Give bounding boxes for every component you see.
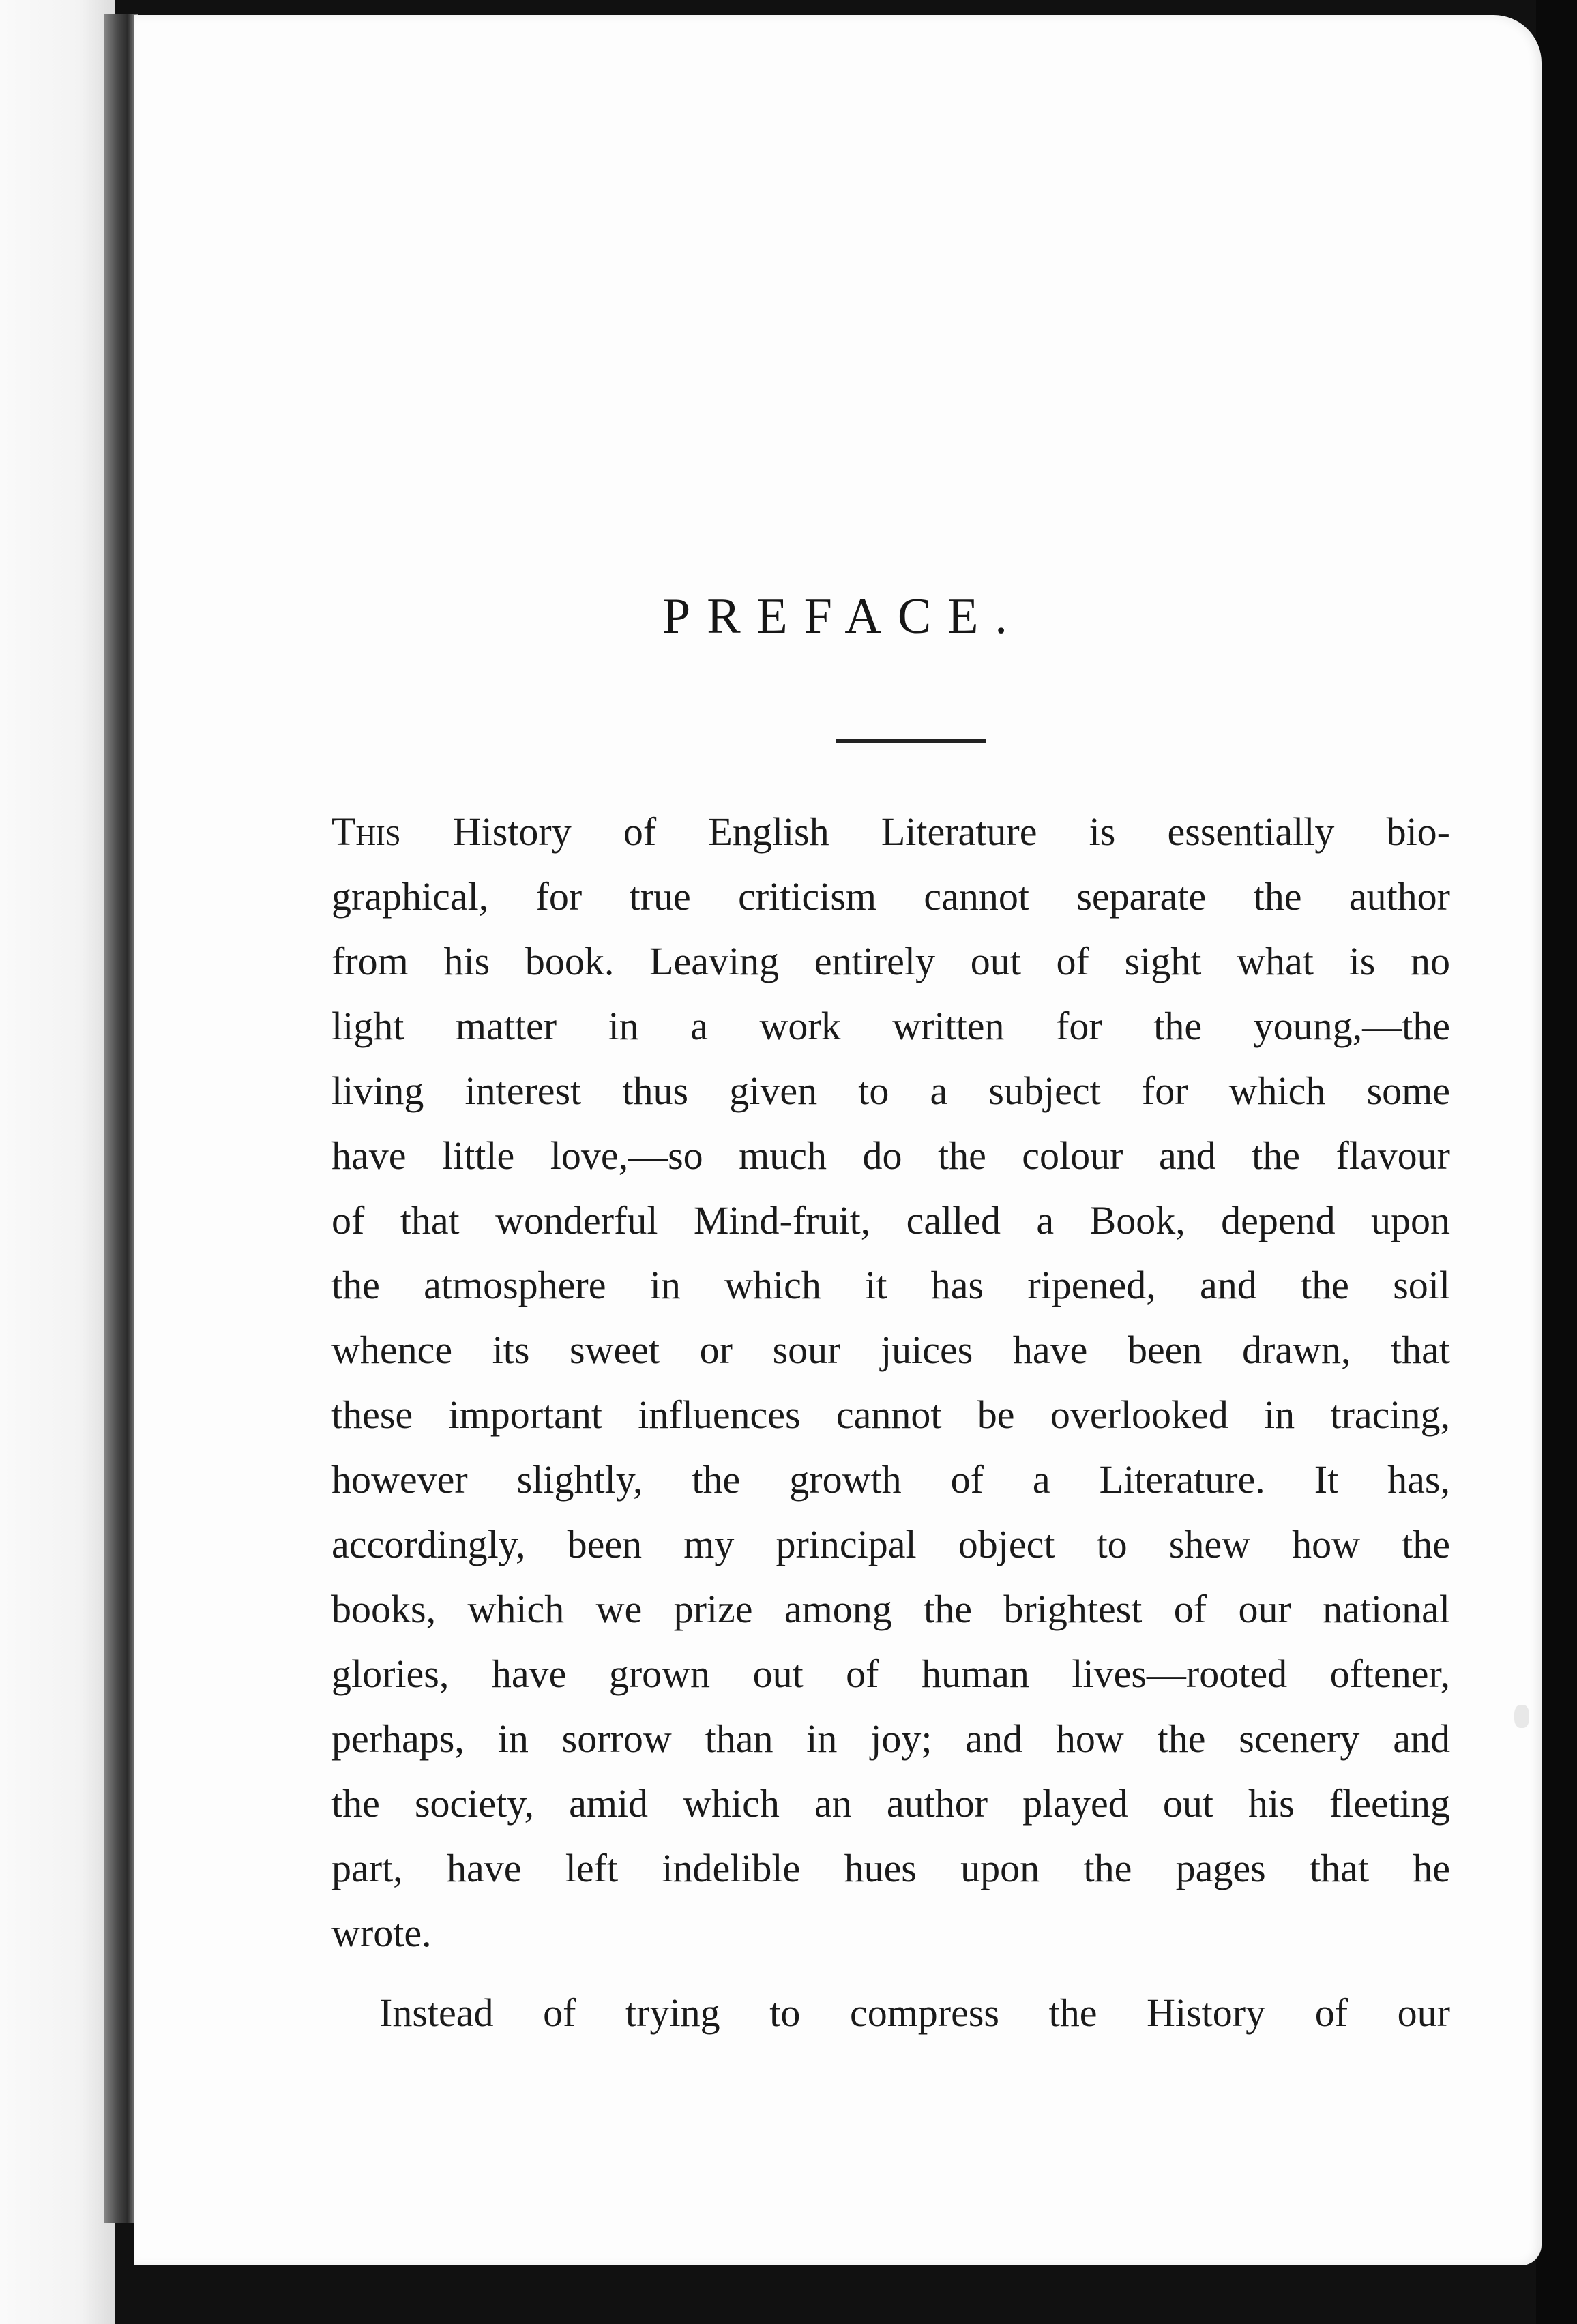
preface-text <box>331 799 1450 2045</box>
text-line: living interest thus given to a subject for which some <box>331 1069 1450 1113</box>
book-page <box>134 15 1542 2265</box>
text-line: however slightly, the growth of a Literature. It has, <box>331 1457 1450 1502</box>
paragraph-gap <box>331 1965 1450 1980</box>
text-line: of that wonderful Mind-fruit, called a Book, depend upon <box>331 1198 1450 1242</box>
text-line: books, which we prize among the brightest of our national <box>331 1587 1450 1631</box>
text-line: Instead of trying to compress the History of our <box>379 1991 1450 2035</box>
text-line: these important influences cannot be overlooked in tracing, <box>331 1392 1450 1437</box>
text-line: graphical, for true criticism cannot separate the author <box>331 874 1450 919</box>
text-line: This History of English Literature is essentially bio- <box>331 809 1450 854</box>
book-gutter <box>104 14 138 2223</box>
text-line: wrote. <box>331 1911 432 1955</box>
text-line: light matter in a work written for the young,—the <box>331 1004 1450 1048</box>
text-line: glories, have grown out of human lives—rooted oftener, <box>331 1652 1450 1696</box>
page-title: PREFACE. <box>662 589 1024 644</box>
facing-page-edge <box>0 0 115 2324</box>
scan-background <box>1536 0 1577 2324</box>
text-line: the atmosphere in which it has ripened, and the soil <box>331 1263 1450 1307</box>
text-line: whence its sweet or sour juices have been drawn, that <box>331 1328 1450 1372</box>
text-line: the society, amid which an author played out his fleeting <box>331 1781 1450 1826</box>
title-rule <box>836 739 986 743</box>
text-line: accordingly, been my principal object to shew how the <box>331 1522 1450 1566</box>
text-line: part, have left indelible hues upon the pages that he <box>331 1846 1450 1890</box>
paper-speck <box>1514 1705 1529 1728</box>
text-line: perhaps, in sorrow than in joy; and how the scenery and <box>331 1716 1450 1761</box>
text-line: from his book. Leaving entirely out of sight what is no <box>331 939 1450 983</box>
text-line: have little love,—so much do the colour and the flavour <box>331 1133 1450 1178</box>
drop-word: This <box>331 809 401 854</box>
